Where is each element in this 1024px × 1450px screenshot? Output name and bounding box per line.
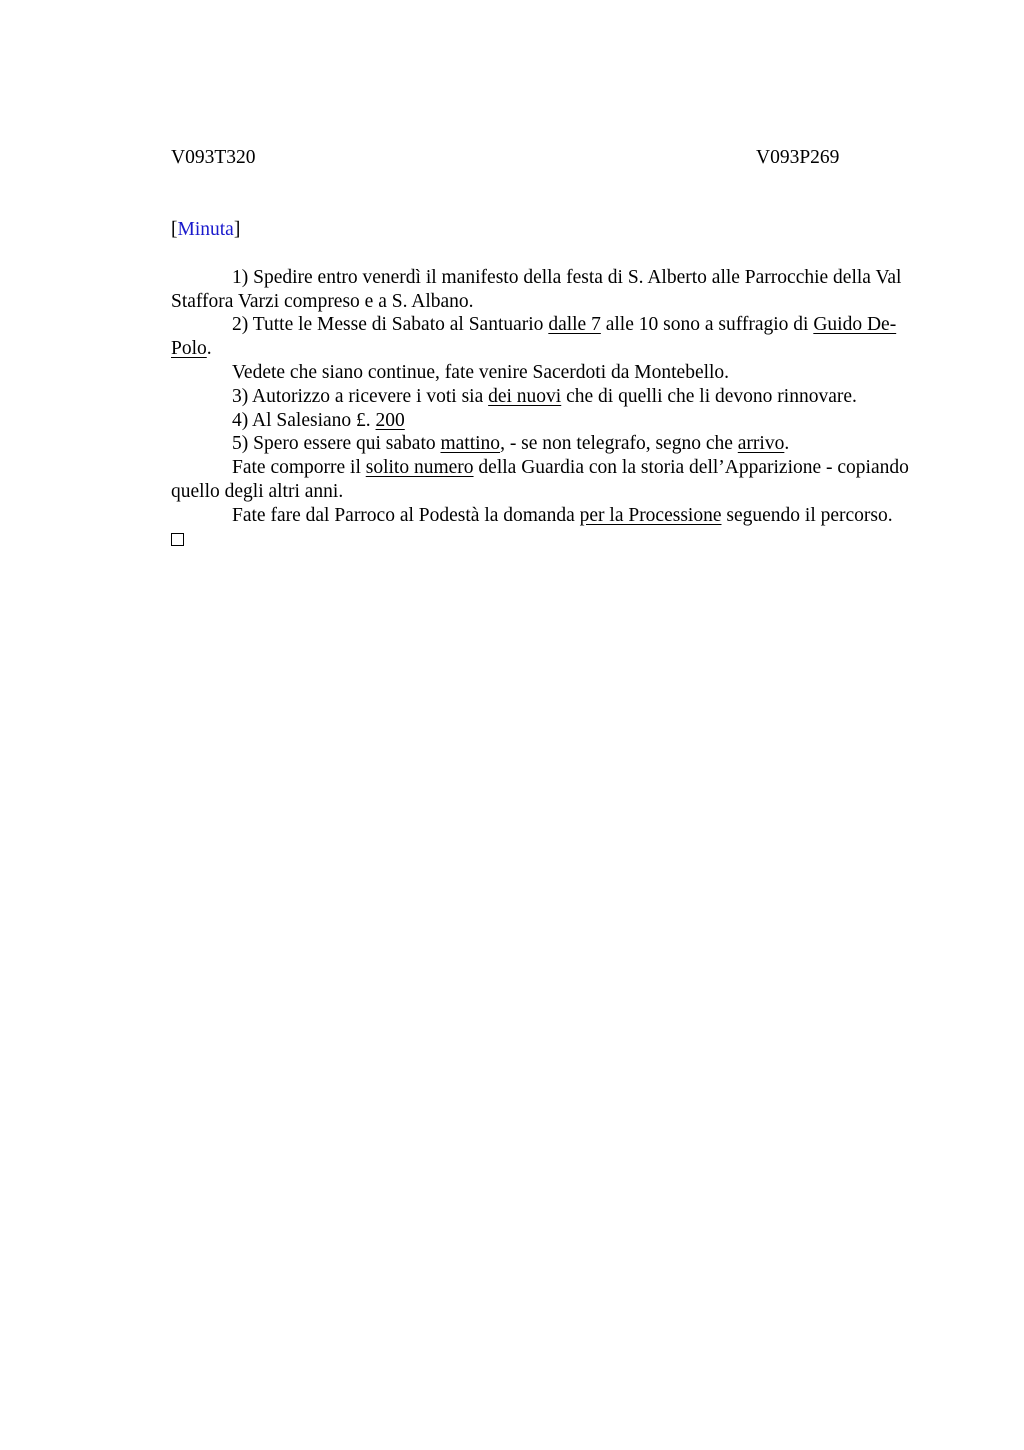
underlined-mattino: mattino xyxy=(440,433,501,455)
paragraph-6-text-a: 5) Spero essere qui sabato xyxy=(232,433,441,455)
paragraph-7-text-b: della Guardia con la storia dell’Apparizione - copiando quello degli altri anni. xyxy=(171,457,909,502)
paragraph-7-text-a: Fate comporre il xyxy=(232,457,366,479)
bracket-close: ] xyxy=(233,219,241,240)
underlined-200: 200 xyxy=(375,409,405,431)
paragraph-8-text-a: Fate fare dal Parroco al Podestà la domanda xyxy=(232,504,580,526)
underlined-dalle-7: dalle 7 xyxy=(548,314,601,336)
header-right-code: V093P269 xyxy=(756,147,840,168)
paragraph-3 xyxy=(171,361,913,385)
header xyxy=(171,146,913,170)
paragraph-8 xyxy=(171,504,913,528)
underlined-solito-numero: solito numero xyxy=(365,457,474,479)
underlined-arrivo: arrivo xyxy=(737,433,785,455)
paragraph-4-text-b: che di quelli che li devono rinnovare. xyxy=(561,385,857,407)
square-outline-icon xyxy=(171,533,184,546)
underlined-per-la-processione: per la Processione xyxy=(579,504,722,526)
paragraph-8-text-b: seguendo il percorso. xyxy=(721,504,893,526)
underlined-dei-nuovi: dei nuovi xyxy=(488,385,562,407)
paragraph-6-text-b: , - se non telegrafo, segno che xyxy=(500,433,738,455)
paragraph-2-text-b: alle 10 sono a suffragio di xyxy=(600,314,814,336)
paragraph-5 xyxy=(171,409,913,433)
document-page xyxy=(171,146,913,552)
bracket-open: [ xyxy=(171,219,178,240)
paragraph-1 xyxy=(171,266,913,314)
paragraph-5-text-a: 4) Al Salesiano £. xyxy=(232,409,376,431)
minuta-heading xyxy=(171,218,913,242)
paragraph-2-text-c: . xyxy=(206,338,212,360)
paragraph-4-text-a: 3) Autorizzo a ricevere i voti sia xyxy=(232,385,489,407)
minuta-label: Minuta xyxy=(177,219,234,240)
letter-body xyxy=(171,266,913,553)
paragraph-3-text: Vedete che siano continue, fate venire Sacerdoti da Montebello. xyxy=(232,361,730,383)
underlined-guido-de-polo: Guido De-Polo xyxy=(171,314,897,360)
paragraph-6 xyxy=(171,432,913,456)
paragraph-7 xyxy=(171,456,913,504)
header-left-code: V093T320 xyxy=(171,147,256,168)
paragraph-6-text-c: . xyxy=(784,433,790,455)
paragraph-2-text-a: 2) Tutte le Messe di Sabato al Santuario xyxy=(232,314,549,336)
end-marker xyxy=(171,528,913,553)
paragraph-2 xyxy=(171,313,913,361)
paragraph-4 xyxy=(171,385,913,409)
paragraph-1-text: 1) Spedire entro venerdì il manifesto della festa di S. Alberto alle Parrocchie della Val Staffora Varzi compreso e a S. Albano. xyxy=(171,266,902,312)
